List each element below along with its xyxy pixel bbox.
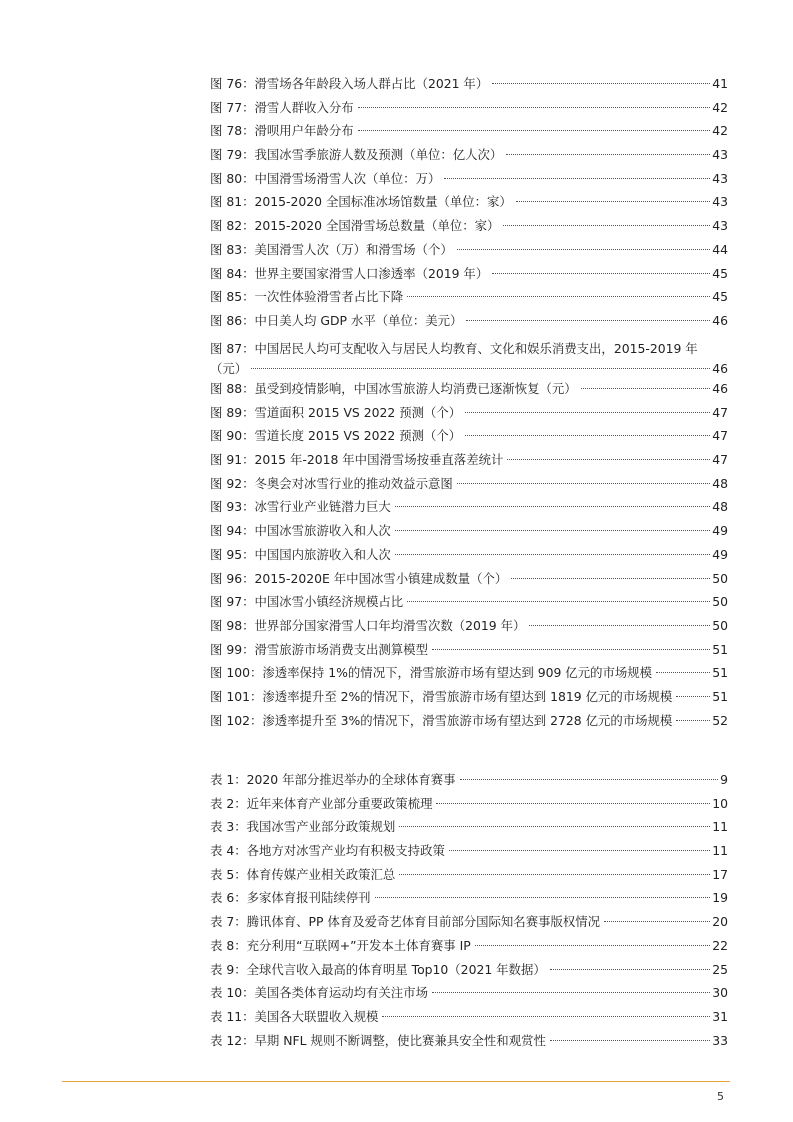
toc-entry-label: 图 80：中国滑雪场滑雪人次（单位：万） xyxy=(210,170,441,186)
toc-entry[interactable] xyxy=(210,543,728,567)
toc-entry[interactable] xyxy=(210,143,728,167)
dot-leader xyxy=(506,154,710,155)
toc-entry-page: 51 xyxy=(712,688,728,704)
dot-leader xyxy=(444,178,710,179)
toc-entry-page: 46 xyxy=(712,361,728,376)
toc-entry-page: 9 xyxy=(720,772,728,787)
dot-leader xyxy=(457,483,710,484)
toc-entry-page: 10 xyxy=(712,795,728,811)
toc-entry[interactable] xyxy=(210,190,728,214)
toc-entry-page: 33 xyxy=(712,1032,728,1048)
toc-entry-page: 42 xyxy=(712,99,728,115)
toc-entry[interactable] xyxy=(210,72,728,96)
toc-entry[interactable] xyxy=(210,863,728,887)
toc-entry[interactable] xyxy=(210,839,728,863)
toc-entry[interactable] xyxy=(210,214,728,238)
toc-entry-page: 45 xyxy=(712,265,728,281)
toc-entry-label: 图 77：滑雪人群收入分布 xyxy=(210,99,354,115)
toc-entry-label: 图 99：滑雪旅游市场消费支出测算模型 xyxy=(210,641,428,657)
toc-entry-page: 22 xyxy=(712,937,728,953)
toc-entry-label: 表 7：腾讯体育、PP 体育及爱奇艺体育目前部分国际知名赛事版权情况 xyxy=(210,914,601,930)
dot-leader xyxy=(358,107,711,108)
toc-entry[interactable] xyxy=(210,958,728,982)
toc-entry-page: 41 xyxy=(712,76,728,91)
toc-entry-label: 表 5：体育传媒产业相关政策汇总 xyxy=(210,866,396,882)
figure-list-continued xyxy=(210,377,728,732)
dot-leader xyxy=(503,225,710,226)
dot-leader xyxy=(399,826,710,827)
toc-entry-label: 图 96：2015-2020E 年中国冰雪小镇建成数量（个） xyxy=(210,570,508,586)
dot-leader xyxy=(529,625,710,626)
toc-entry[interactable] xyxy=(210,981,728,1005)
toc-entry-label: 表 12：早期 NFL 规则不断调整，使比赛兼具安全性和观赏性 xyxy=(210,1032,546,1048)
toc-entry[interactable] xyxy=(210,661,728,685)
toc-entry-page: 19 xyxy=(712,890,728,906)
toc-entry[interactable] xyxy=(210,567,728,591)
toc-entry-label: 图 91：2015 年-2018 年中国滑雪场按垂直落差统计 xyxy=(210,452,504,468)
toc-entry-page: 43 xyxy=(712,147,728,163)
toc-entry-page: 52 xyxy=(712,712,728,728)
toc-entry-page: 47 xyxy=(712,428,728,444)
toc-entry[interactable] xyxy=(210,1029,728,1053)
toc-entry-page: 47 xyxy=(712,404,728,420)
dot-leader xyxy=(395,530,710,531)
toc-entry-label: 表 3：我国冰雪产业部分政策规划 xyxy=(210,819,396,835)
toc-entry[interactable] xyxy=(210,638,728,662)
dot-leader xyxy=(432,649,710,650)
toc-entry-label: 表 2：近年来体育产业部分重要政策梳理 xyxy=(210,795,433,811)
toc-entry-label: 图 85：一次性体验滑雪者占比下降 xyxy=(210,289,404,305)
toc-entry-label: 图 102：渗透率提升至 3%的情况下，滑雪旅游市场有望达到 2728 亿元的市场规模 xyxy=(210,712,673,728)
toc-entry-page: 31 xyxy=(712,1008,728,1024)
toc-entry[interactable] xyxy=(210,119,728,143)
toc-entry[interactable] xyxy=(210,768,728,792)
toc-entry-label: 图 89：雪道面积 2015 VS 2022 预测（个） xyxy=(210,404,462,420)
toc-entry-label: 图 95：中国国内旅游收入和人次 xyxy=(210,546,391,562)
toc-entry[interactable] xyxy=(210,792,728,816)
dot-leader xyxy=(475,945,710,946)
dot-leader xyxy=(511,578,710,579)
toc-entry-label: 图 88：虽受到疫情影响，中国冰雪旅游人均消费已逐渐恢复（元） xyxy=(210,381,577,396)
dot-leader xyxy=(676,696,710,697)
toc-entry-page: 45 xyxy=(712,289,728,305)
toc-entry[interactable] xyxy=(210,886,728,910)
dot-leader xyxy=(550,1040,710,1041)
toc-entry[interactable] xyxy=(210,262,728,286)
toc-entry[interactable] xyxy=(210,495,728,519)
toc-entry-page: 51 xyxy=(712,665,728,681)
toc-entry[interactable] xyxy=(210,590,728,614)
toc-entry-label: 图 84：世界主要国家滑雪人口渗透率（2019 年） xyxy=(210,265,489,281)
toc-entry[interactable] xyxy=(210,377,728,401)
dot-leader xyxy=(449,850,710,851)
dot-leader xyxy=(460,779,719,780)
toc-entry-label: 表 8：充分利用“互联网+”开发本土体育赛事 IP xyxy=(210,937,471,953)
toc-entry-page: 43 xyxy=(712,218,728,234)
toc-entry-page: 46 xyxy=(712,381,728,396)
toc-entry-label: 图 86：中日美人均 GDP 水平（单位：美元） xyxy=(210,312,463,328)
toc-entry[interactable] xyxy=(210,238,728,262)
toc-entry-label-continued: （元） xyxy=(210,361,248,376)
dot-leader xyxy=(395,506,710,507)
toc-entry-label: 图 93：冰雪行业产业链潜力巨大 xyxy=(210,499,391,515)
toc-entry-label: 图 87：中国居民人均可支配收入与居民人均教育、文化和娱乐消费支出，2015-2019 年 xyxy=(210,341,698,356)
toc-entry-label: 图 82：2015-2020 全国滑雪场总数量（单位：家） xyxy=(210,218,500,234)
dot-leader xyxy=(676,720,710,721)
toc-entry-label: 图 97：中国冰雪小镇经济规模占比 xyxy=(210,594,404,610)
dot-leader xyxy=(457,249,710,250)
dot-leader xyxy=(436,803,710,804)
toc-entry-page: 43 xyxy=(712,170,728,186)
toc-entry-label: 表 1：2020 年部分推迟举办的全球体育赛事 xyxy=(210,772,456,787)
toc-entry[interactable] xyxy=(210,167,728,191)
toc-entry[interactable] xyxy=(210,614,728,638)
dot-leader xyxy=(399,874,710,875)
footer-rule xyxy=(62,1081,730,1082)
toc-entry[interactable] xyxy=(210,285,728,309)
toc-entry[interactable] xyxy=(210,401,728,425)
toc-entry-page: 11 xyxy=(712,843,728,859)
toc-entry[interactable] xyxy=(210,96,728,120)
toc-entry-label: 图 90：雪道长度 2015 VS 2022 预测（个） xyxy=(210,428,462,444)
toc-entry-page: 17 xyxy=(712,866,728,882)
dot-leader xyxy=(604,921,710,922)
dot-leader xyxy=(466,320,710,321)
dot-leader xyxy=(407,296,710,297)
dot-leader xyxy=(507,459,710,460)
dot-leader xyxy=(375,897,711,898)
dot-leader xyxy=(465,435,710,436)
dot-leader xyxy=(407,601,710,602)
toc-entry-label: 图 100：渗透率保持 1%的情况下，滑雪旅游市场有望达到 909 亿元的市场规模 xyxy=(210,665,653,681)
toc-entry-label: 图 98：世界部分国家滑雪人口年均滑雪次数（2019 年） xyxy=(210,617,526,633)
dot-leader xyxy=(395,554,710,555)
toc-entry[interactable] xyxy=(210,1005,728,1029)
toc-entry-page: 42 xyxy=(712,123,728,139)
toc-entry[interactable] xyxy=(210,910,728,934)
toc-entry-label: 表 10：美国各类体育运动均有关注市场 xyxy=(210,985,428,1001)
toc-entry-page: 20 xyxy=(712,914,728,930)
toc-entry[interactable] xyxy=(210,815,728,839)
dot-leader xyxy=(581,388,711,389)
dot-leader xyxy=(465,412,710,413)
dot-leader xyxy=(492,83,710,84)
toc-entry-label: 图 78：滑呗用户年龄分布 xyxy=(210,123,354,139)
dot-leader xyxy=(516,201,710,202)
toc-entry-label: 图 94：中国冰雪旅游收入和人次 xyxy=(210,523,391,539)
toc-entry-page: 46 xyxy=(712,312,728,328)
dot-leader xyxy=(251,368,710,369)
table-list xyxy=(210,768,728,1052)
toc-entry-label: 图 81：2015-2020 全国标准冰场馆数量（单位：家） xyxy=(210,194,512,210)
toc-entry-page: 50 xyxy=(712,570,728,586)
toc-entry-page: 49 xyxy=(712,546,728,562)
toc-entry-figure-87[interactable] xyxy=(210,339,728,379)
dot-leader xyxy=(492,273,710,274)
dot-leader xyxy=(358,130,711,131)
toc-entry-page: 44 xyxy=(712,241,728,257)
dot-leader xyxy=(382,1016,710,1017)
toc-entry-label: 图 76：滑雪场各年龄段入场人群占比（2021 年） xyxy=(210,76,489,91)
toc-entry[interactable] xyxy=(210,934,728,958)
page-number: 5 xyxy=(717,1090,724,1103)
dot-leader xyxy=(550,969,710,970)
toc-entry-label: 表 9：全球代言收入最高的体育明星 Top10（2021 年数据） xyxy=(210,961,546,977)
figure-list xyxy=(210,72,728,333)
toc-entry[interactable] xyxy=(210,685,728,709)
dot-leader xyxy=(656,672,710,673)
toc-entry[interactable] xyxy=(210,519,728,543)
toc-entry-page: 43 xyxy=(712,194,728,210)
toc-entry-page: 48 xyxy=(712,499,728,515)
toc-entry-page: 25 xyxy=(712,961,728,977)
toc-entry-page: 47 xyxy=(712,452,728,468)
toc-entry-page: 11 xyxy=(712,819,728,835)
toc-entry-page: 50 xyxy=(712,594,728,610)
toc-entry[interactable] xyxy=(210,448,728,472)
toc-entry-label: 表 6：多家体育报刊陆续停刊 xyxy=(210,890,371,906)
toc-entry-page: 30 xyxy=(712,985,728,1001)
toc-entry-label: 图 92：冬奥会对冰雪行业的推动效益示意图 xyxy=(210,475,453,491)
toc-entry-label: 图 101：渗透率提升至 2%的情况下，滑雪旅游市场有望达到 1819 亿元的市场规模 xyxy=(210,688,673,704)
toc-entry-label: 图 79：我国冰雪季旅游人数及预测（单位：亿人次） xyxy=(210,147,503,163)
toc-entry-page: 50 xyxy=(712,617,728,633)
toc-entry[interactable] xyxy=(210,472,728,496)
toc-entry-page: 48 xyxy=(712,475,728,491)
toc-entry[interactable] xyxy=(210,309,728,333)
dot-leader xyxy=(432,992,710,993)
toc-entry[interactable] xyxy=(210,424,728,448)
toc-entry-label: 图 83：美国滑雪人次（万）和滑雪场（个） xyxy=(210,241,453,257)
toc-entry-label: 表 11：美国各大联盟收入规模 xyxy=(210,1008,379,1024)
toc-entry-page: 49 xyxy=(712,523,728,539)
toc-entry[interactable] xyxy=(210,709,728,733)
toc-entry-label: 表 4：各地方对冰雪产业均有积极支持政策 xyxy=(210,843,445,859)
toc-entry-page: 51 xyxy=(712,641,728,657)
